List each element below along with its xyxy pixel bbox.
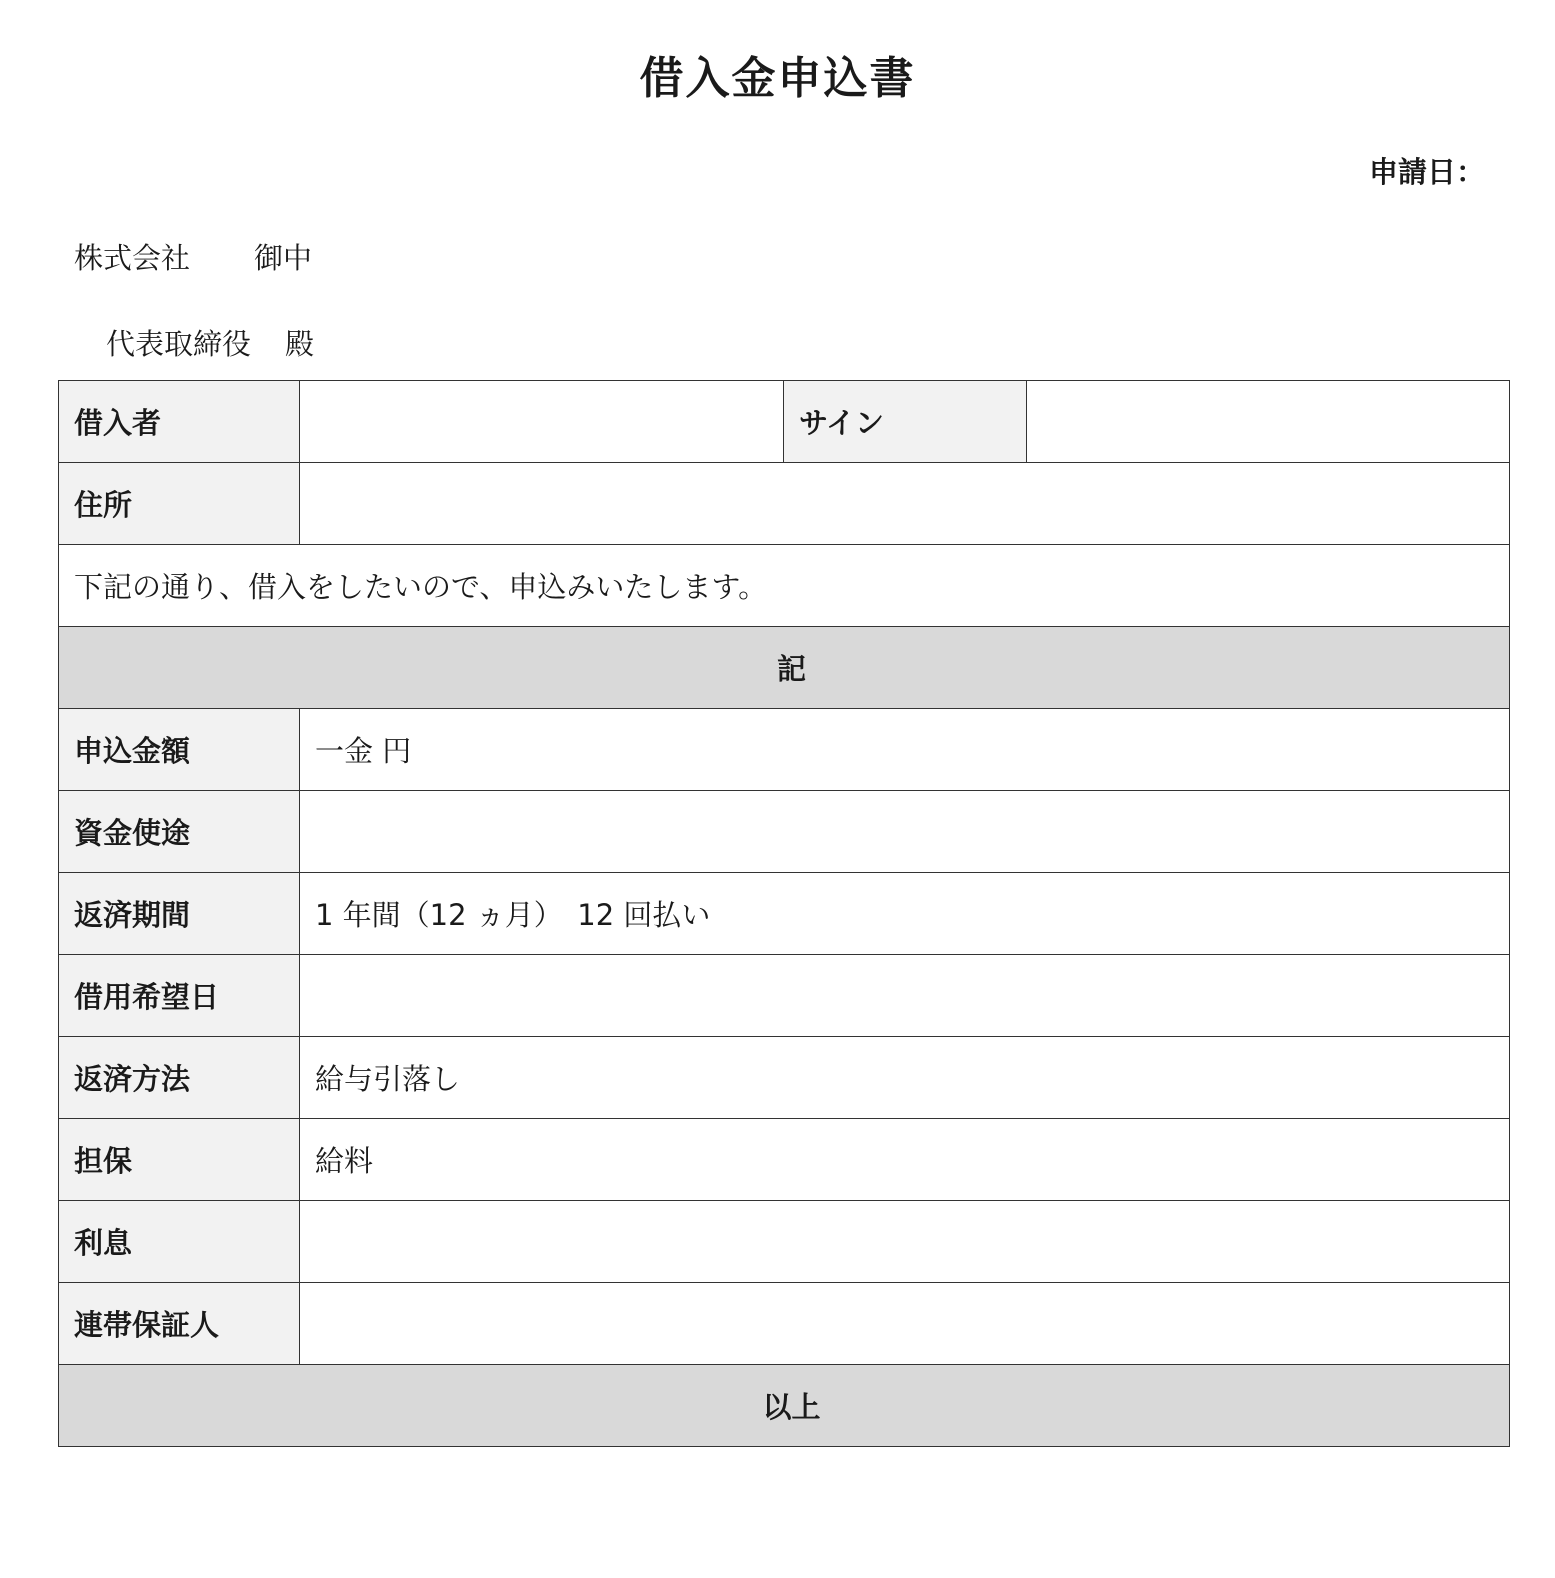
- interest-label: 利息: [59, 1201, 300, 1283]
- desired-date-label: 借用希望日: [59, 955, 300, 1037]
- document-title: 借入金申込書: [639, 53, 916, 104]
- addressee-company: 株式会社: [74, 241, 191, 275]
- statement-row: [59, 545, 1510, 627]
- repayment-period-label: 返済期間: [59, 873, 300, 955]
- table-row: [59, 1037, 1510, 1119]
- table-row: [59, 709, 1510, 791]
- table-row: [59, 955, 1510, 1037]
- repayment-method-field[interactable]: 給与引落し: [300, 1037, 1510, 1119]
- purpose-label: 資金使途: [59, 791, 300, 873]
- addressee-company-line: [74, 236, 312, 277]
- address-field[interactable]: [300, 463, 1510, 545]
- ki-row: [59, 627, 1510, 709]
- application-form-table: [58, 380, 1510, 1447]
- borrower-label: 借入者: [59, 381, 300, 463]
- ki-heading: 記: [59, 627, 1510, 709]
- table-row: [59, 1201, 1510, 1283]
- collateral-label: 担保: [59, 1119, 300, 1201]
- desired-date-field[interactable]: [300, 955, 1510, 1037]
- guarantor-label: 連帯保証人: [59, 1283, 300, 1365]
- amount-label: 申込金額: [59, 709, 300, 791]
- application-date-label: 申請日：: [1368, 155, 1485, 189]
- table-row: [59, 1283, 1510, 1365]
- repayment-method-label: 返済方法: [59, 1037, 300, 1119]
- guarantor-field[interactable]: [300, 1283, 1510, 1365]
- borrower-row: [59, 381, 1510, 463]
- interest-field[interactable]: [300, 1201, 1510, 1283]
- purpose-field[interactable]: [300, 791, 1510, 873]
- addressee-person-line: [106, 322, 314, 363]
- collateral-field[interactable]: 給料: [300, 1119, 1510, 1201]
- closing-text: 以上: [59, 1365, 1510, 1447]
- honorific-dono: 殿: [285, 327, 315, 361]
- borrower-field[interactable]: [300, 381, 784, 463]
- addressee-role: 代表取締役: [106, 327, 252, 361]
- closing-row: [59, 1365, 1510, 1447]
- statement-text: 下記の通り、借入をしたいので、申込みいたします。: [59, 545, 1510, 627]
- table-row: [59, 873, 1510, 955]
- honorific-onchu: 御中: [254, 241, 313, 275]
- sign-label: サイン: [784, 381, 1027, 463]
- sign-field[interactable]: [1027, 381, 1510, 463]
- repayment-period-field[interactable]: 1 年間（12 ヵ月） 12 回払い: [300, 873, 1510, 955]
- address-row: [59, 463, 1510, 545]
- table-row: [59, 1119, 1510, 1201]
- table-row: [59, 791, 1510, 873]
- amount-field[interactable]: 一金 円: [300, 709, 1510, 791]
- address-label: 住所: [59, 463, 300, 545]
